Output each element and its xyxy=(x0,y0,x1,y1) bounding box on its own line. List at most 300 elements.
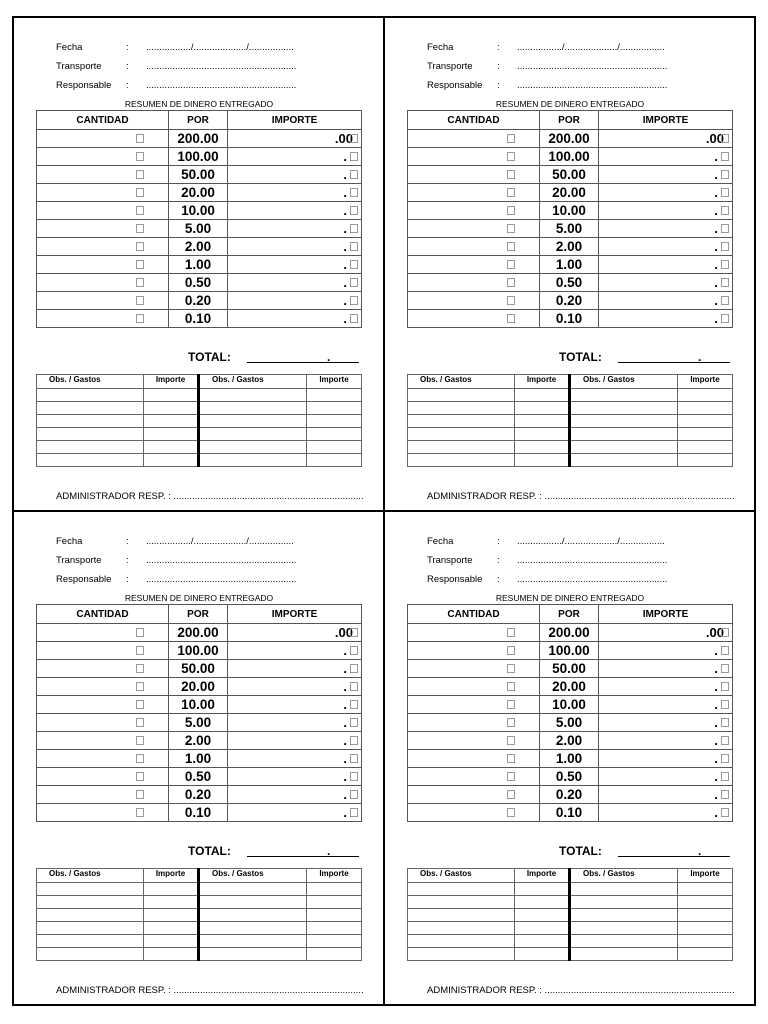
obs-cell[interactable] xyxy=(570,896,678,909)
responsable-field[interactable]: ......................................................... xyxy=(146,80,297,91)
cantidad-checkbox[interactable] xyxy=(507,206,515,215)
importe-cell[interactable] xyxy=(228,696,362,714)
obs-importe-cell[interactable] xyxy=(515,454,570,467)
importe-cell[interactable] xyxy=(599,130,733,148)
cantidad-cell[interactable] xyxy=(37,696,169,714)
obs-cell[interactable] xyxy=(408,428,515,441)
importe-cell[interactable] xyxy=(599,750,733,768)
importe-checkbox[interactable] xyxy=(721,188,729,197)
cantidad-checkbox[interactable] xyxy=(136,170,144,179)
obs-cell[interactable] xyxy=(37,883,144,896)
cantidad-cell[interactable] xyxy=(408,660,540,678)
obs-cell[interactable] xyxy=(199,922,307,935)
obs-cell[interactable] xyxy=(199,415,307,428)
obs-importe-cell[interactable] xyxy=(678,415,733,428)
cantidad-checkbox[interactable] xyxy=(136,664,144,673)
obs-cell[interactable] xyxy=(199,935,307,948)
fecha-row xyxy=(56,536,316,550)
cantidad-checkbox[interactable] xyxy=(136,134,144,143)
obs-importe-cell[interactable] xyxy=(678,428,733,441)
importe-cell[interactable] xyxy=(228,310,362,328)
cantidad-cell[interactable] xyxy=(408,274,540,292)
obs-importe-cell[interactable] xyxy=(144,428,199,441)
obs-importe-cell[interactable] xyxy=(144,935,199,948)
importe-cell[interactable] xyxy=(599,804,733,822)
admin-field[interactable]: ........................................................................ xyxy=(173,985,364,996)
cantidad-checkbox[interactable] xyxy=(507,242,515,251)
total-field[interactable] xyxy=(247,856,359,857)
obs-cell[interactable] xyxy=(37,441,144,454)
obs-importe-cell[interactable] xyxy=(678,935,733,948)
cantidad-cell[interactable] xyxy=(37,310,169,328)
obs-cell[interactable] xyxy=(199,402,307,415)
obs-importe-cell[interactable] xyxy=(515,948,570,961)
importe-checkbox[interactable] xyxy=(350,808,358,817)
cantidad-checkbox[interactable] xyxy=(136,772,144,781)
cantidad-checkbox[interactable] xyxy=(136,224,144,233)
importe-cell[interactable] xyxy=(228,184,362,202)
importe-checkbox[interactable] xyxy=(721,772,729,781)
cantidad-checkbox[interactable] xyxy=(136,790,144,799)
obs-cell[interactable] xyxy=(37,935,144,948)
cantidad-cell[interactable] xyxy=(37,768,169,786)
importe-checkbox[interactable] xyxy=(350,170,358,179)
obs-cell[interactable] xyxy=(199,896,307,909)
obs-cell[interactable] xyxy=(408,441,515,454)
cantidad-cell[interactable] xyxy=(408,310,540,328)
obs-cell[interactable] xyxy=(570,454,678,467)
cantidad-cell[interactable] xyxy=(408,768,540,786)
cantidad-checkbox[interactable] xyxy=(136,278,144,287)
denomination-value: 200.00 xyxy=(540,624,599,642)
cantidad-cell[interactable] xyxy=(37,238,169,256)
cantidad-checkbox[interactable] xyxy=(136,754,144,763)
importe-checkbox[interactable] xyxy=(350,700,358,709)
cantidad-checkbox[interactable] xyxy=(507,718,515,727)
admin-field[interactable]: ........................................................................ xyxy=(544,985,735,996)
importe-checkbox[interactable] xyxy=(721,664,729,673)
importe-cell[interactable] xyxy=(228,292,362,310)
obs-cell[interactable] xyxy=(37,428,144,441)
importe-checkbox[interactable] xyxy=(721,754,729,763)
obs-importe-cell[interactable] xyxy=(678,454,733,467)
importe-decimal: . xyxy=(343,679,347,694)
importe-checkbox[interactable] xyxy=(350,242,358,251)
importe-cell[interactable] xyxy=(599,166,733,184)
cantidad-checkbox[interactable] xyxy=(136,808,144,817)
importe-checkbox[interactable] xyxy=(721,296,729,305)
total-field[interactable] xyxy=(618,362,730,363)
importe-cell[interactable] xyxy=(599,292,733,310)
importe-checkbox[interactable] xyxy=(721,278,729,287)
obs-cell[interactable] xyxy=(570,935,678,948)
cantidad-cell[interactable] xyxy=(408,696,540,714)
importe-checkbox[interactable] xyxy=(350,188,358,197)
obs-importe-cell[interactable] xyxy=(307,415,362,428)
importe-cell[interactable] xyxy=(599,714,733,732)
cantidad-checkbox[interactable] xyxy=(136,260,144,269)
obs-importe-cell[interactable] xyxy=(144,896,199,909)
obs-importe-cell[interactable] xyxy=(678,922,733,935)
importe-cell[interactable] xyxy=(228,256,362,274)
obs-importe-cell[interactable] xyxy=(678,909,733,922)
obs-importe-cell[interactable] xyxy=(144,402,199,415)
importe-checkbox[interactable] xyxy=(350,314,358,323)
obs-importe-cell[interactable] xyxy=(144,441,199,454)
importe-cell[interactable] xyxy=(599,220,733,238)
obs-importe-cell[interactable] xyxy=(515,909,570,922)
obs-cell[interactable] xyxy=(37,389,144,402)
obs-importe-cell[interactable] xyxy=(307,454,362,467)
cantidad-cell[interactable] xyxy=(37,660,169,678)
responsable-field[interactable]: ......................................................... xyxy=(146,574,297,585)
obs-cell[interactable] xyxy=(408,935,515,948)
importe-cell[interactable] xyxy=(599,696,733,714)
cantidad-cell[interactable] xyxy=(37,184,169,202)
cantidad-checkbox[interactable] xyxy=(136,152,144,161)
obs-importe-cell[interactable] xyxy=(307,883,362,896)
obs-importe-cell[interactable] xyxy=(144,922,199,935)
importe-cell[interactable] xyxy=(228,804,362,822)
importe-checkbox[interactable] xyxy=(721,736,729,745)
transporte-field[interactable]: ......................................................... xyxy=(517,555,668,566)
cantidad-checkbox[interactable] xyxy=(136,628,144,637)
fecha-field[interactable]: ................./..................../................. xyxy=(517,42,665,53)
cantidad-checkbox[interactable] xyxy=(136,646,144,655)
importe-cell[interactable] xyxy=(599,660,733,678)
obs-cell[interactable] xyxy=(199,454,307,467)
obs-cell[interactable] xyxy=(199,389,307,402)
cantidad-cell[interactable] xyxy=(37,714,169,732)
obs-cell[interactable] xyxy=(408,389,515,402)
cantidad-checkbox[interactable] xyxy=(507,664,515,673)
importe-checkbox[interactable] xyxy=(721,700,729,709)
importe-cell[interactable] xyxy=(599,274,733,292)
importe-cell[interactable] xyxy=(228,148,362,166)
importe-cell[interactable] xyxy=(228,732,362,750)
importe-checkbox[interactable] xyxy=(721,314,729,323)
importe-cell[interactable] xyxy=(599,678,733,696)
importe-cell[interactable] xyxy=(599,202,733,220)
importe-cell[interactable] xyxy=(228,130,362,148)
cantidad-cell[interactable] xyxy=(37,256,169,274)
importe-checkbox[interactable] xyxy=(721,134,729,143)
obs-cell[interactable] xyxy=(408,883,515,896)
obs-cell[interactable] xyxy=(408,402,515,415)
importe-checkbox[interactable] xyxy=(721,206,729,215)
obs-cell[interactable] xyxy=(37,402,144,415)
cantidad-checkbox[interactable] xyxy=(136,296,144,305)
importe-cell[interactable] xyxy=(228,642,362,660)
importe-checkbox[interactable] xyxy=(350,772,358,781)
importe-cell[interactable] xyxy=(228,768,362,786)
obs-cell[interactable] xyxy=(570,441,678,454)
obs-importe-cell[interactable] xyxy=(515,883,570,896)
cantidad-checkbox[interactable] xyxy=(507,260,515,269)
importe-cell[interactable] xyxy=(228,274,362,292)
cantidad-cell[interactable] xyxy=(408,184,540,202)
denomination-value: 20.00 xyxy=(540,184,599,202)
obs-importe-cell[interactable] xyxy=(144,948,199,961)
importe-cell[interactable] xyxy=(228,750,362,768)
importe-cell[interactable] xyxy=(599,256,733,274)
importe-cell[interactable] xyxy=(228,166,362,184)
cantidad-checkbox[interactable] xyxy=(507,224,515,233)
obs-importe-cell[interactable] xyxy=(307,441,362,454)
transporte-field[interactable]: ......................................................... xyxy=(146,61,297,72)
obs-importe-cell[interactable] xyxy=(515,389,570,402)
importe-cell[interactable] xyxy=(599,624,733,642)
importe-cell[interactable] xyxy=(228,202,362,220)
importe-checkbox[interactable] xyxy=(350,278,358,287)
obs-importe-cell[interactable] xyxy=(307,402,362,415)
cantidad-cell[interactable] xyxy=(408,256,540,274)
obs-cell[interactable] xyxy=(199,441,307,454)
importe-checkbox[interactable] xyxy=(350,646,358,655)
importe-cell[interactable] xyxy=(599,148,733,166)
obs-importe-cell[interactable] xyxy=(144,415,199,428)
obs-cell[interactable] xyxy=(570,428,678,441)
cantidad-cell[interactable] xyxy=(408,292,540,310)
importe-checkbox[interactable] xyxy=(350,296,358,305)
cantidad-cell[interactable] xyxy=(37,292,169,310)
importe-checkbox[interactable] xyxy=(350,718,358,727)
obs-importe-cell[interactable] xyxy=(307,935,362,948)
obs-cell[interactable] xyxy=(570,948,678,961)
importe-checkbox[interactable] xyxy=(350,260,358,269)
cantidad-cell[interactable] xyxy=(37,804,169,822)
importe-cell[interactable] xyxy=(228,220,362,238)
importe-cell[interactable] xyxy=(228,624,362,642)
obs-importe-cell[interactable] xyxy=(515,441,570,454)
cantidad-cell[interactable] xyxy=(37,786,169,804)
fecha-field[interactable]: ................./..................../................. xyxy=(146,536,294,547)
cantidad-checkbox[interactable] xyxy=(507,296,515,305)
obs-importe-cell[interactable] xyxy=(144,883,199,896)
obs-cell[interactable] xyxy=(570,415,678,428)
obs-importe-cell[interactable] xyxy=(678,402,733,415)
cantidad-checkbox[interactable] xyxy=(136,188,144,197)
importe-checkbox[interactable] xyxy=(350,790,358,799)
cantidad-checkbox[interactable] xyxy=(136,682,144,691)
cantidad-cell[interactable] xyxy=(408,678,540,696)
cantidad-checkbox[interactable] xyxy=(507,682,515,691)
obs-cell[interactable] xyxy=(408,415,515,428)
obs-cell[interactable] xyxy=(199,909,307,922)
obs-cell[interactable] xyxy=(570,402,678,415)
total-field[interactable] xyxy=(247,362,359,363)
obs-importe-cell[interactable] xyxy=(144,909,199,922)
cantidad-checkbox[interactable] xyxy=(507,772,515,781)
cantidad-checkbox[interactable] xyxy=(507,170,515,179)
obs-importe-cell[interactable] xyxy=(678,389,733,402)
importe-cell[interactable] xyxy=(599,768,733,786)
importe-cell[interactable] xyxy=(228,678,362,696)
cantidad-cell[interactable] xyxy=(408,804,540,822)
obs-importe-cell[interactable] xyxy=(307,909,362,922)
obs-importe-cell[interactable] xyxy=(515,896,570,909)
obs-importe-cell[interactable] xyxy=(678,883,733,896)
obs-importe-cell[interactable] xyxy=(307,389,362,402)
obs-importe-cell[interactable] xyxy=(307,428,362,441)
cantidad-checkbox[interactable] xyxy=(507,790,515,799)
cantidad-checkbox[interactable] xyxy=(507,278,515,287)
importe-checkbox[interactable] xyxy=(721,628,729,637)
cantidad-cell[interactable] xyxy=(408,202,540,220)
fecha-field[interactable]: ................./..................../................. xyxy=(517,536,665,547)
cantidad-cell[interactable] xyxy=(37,274,169,292)
obs-importe-cell[interactable] xyxy=(515,402,570,415)
importe-checkbox[interactable] xyxy=(721,224,729,233)
importe-checkbox[interactable] xyxy=(721,808,729,817)
cantidad-cell[interactable] xyxy=(408,220,540,238)
cantidad-cell[interactable] xyxy=(37,678,169,696)
cantidad-cell[interactable] xyxy=(408,624,540,642)
obs-cell[interactable] xyxy=(37,454,144,467)
importe-checkbox[interactable] xyxy=(721,170,729,179)
importe-checkbox[interactable] xyxy=(350,152,358,161)
importe-cell[interactable] xyxy=(599,732,733,750)
cantidad-checkbox[interactable] xyxy=(136,718,144,727)
importe-cell[interactable] xyxy=(599,184,733,202)
obs-cell[interactable] xyxy=(408,454,515,467)
cantidad-cell[interactable] xyxy=(37,148,169,166)
importe-checkbox[interactable] xyxy=(350,224,358,233)
admin-field[interactable]: ........................................................................ xyxy=(544,491,735,502)
cantidad-checkbox[interactable] xyxy=(507,628,515,637)
importe-cell[interactable] xyxy=(228,660,362,678)
cantidad-cell[interactable] xyxy=(408,166,540,184)
cantidad-cell[interactable] xyxy=(408,750,540,768)
obs-cell[interactable] xyxy=(570,389,678,402)
importe-cell[interactable] xyxy=(599,786,733,804)
cantidad-checkbox[interactable] xyxy=(507,736,515,745)
obs-cell[interactable] xyxy=(570,909,678,922)
importe-checkbox[interactable] xyxy=(350,628,358,637)
denomination-value: 200.00 xyxy=(169,130,228,148)
obs-importe-cell[interactable] xyxy=(307,948,362,961)
cantidad-checkbox[interactable] xyxy=(136,314,144,323)
responsable-field[interactable]: ......................................................... xyxy=(517,574,668,585)
cantidad-checkbox[interactable] xyxy=(507,700,515,709)
cantidad-cell[interactable] xyxy=(37,732,169,750)
importe-decimal: . xyxy=(714,751,718,766)
total-field[interactable] xyxy=(618,856,730,857)
obs-cell[interactable] xyxy=(37,922,144,935)
cantidad-cell[interactable] xyxy=(37,750,169,768)
obs-importe-cell[interactable] xyxy=(678,441,733,454)
cantidad-cell[interactable] xyxy=(408,238,540,256)
obs-importe-cell[interactable] xyxy=(144,454,199,467)
cantidad-checkbox[interactable] xyxy=(507,152,515,161)
importe-checkbox[interactable] xyxy=(721,152,729,161)
cantidad-cell[interactable] xyxy=(37,220,169,238)
obs-importe-cell[interactable] xyxy=(307,922,362,935)
obs-importe-cell[interactable] xyxy=(515,428,570,441)
obs-cell[interactable] xyxy=(199,428,307,441)
cantidad-checkbox[interactable] xyxy=(507,646,515,655)
importe-cell[interactable] xyxy=(599,642,733,660)
cantidad-checkbox[interactable] xyxy=(136,736,144,745)
cantidad-cell[interactable] xyxy=(408,714,540,732)
cantidad-cell[interactable] xyxy=(37,130,169,148)
fecha-field[interactable]: ................./..................../................. xyxy=(146,42,294,53)
obs-cell[interactable] xyxy=(37,415,144,428)
cantidad-checkbox[interactable] xyxy=(507,134,515,143)
cantidad-cell[interactable] xyxy=(37,166,169,184)
cantidad-cell[interactable] xyxy=(408,642,540,660)
obs-cell[interactable] xyxy=(199,948,307,961)
cantidad-checkbox[interactable] xyxy=(507,314,515,323)
obs-importe-cell[interactable] xyxy=(515,415,570,428)
importe-cell[interactable] xyxy=(228,714,362,732)
importe-checkbox[interactable] xyxy=(350,664,358,673)
obs-cell[interactable] xyxy=(408,948,515,961)
cantidad-cell[interactable] xyxy=(37,642,169,660)
admin-field[interactable]: ........................................................................ xyxy=(173,491,364,502)
obs-cell[interactable] xyxy=(570,883,678,896)
cantidad-checkbox[interactable] xyxy=(136,206,144,215)
responsable-field[interactable]: ......................................................... xyxy=(517,80,668,91)
obs-importe-cell[interactable] xyxy=(144,389,199,402)
cantidad-cell[interactable] xyxy=(408,786,540,804)
importe-checkbox[interactable] xyxy=(721,682,729,691)
importe-checkbox[interactable] xyxy=(350,206,358,215)
cantidad-checkbox[interactable] xyxy=(507,188,515,197)
obs-cell[interactable] xyxy=(408,922,515,935)
importe-checkbox[interactable] xyxy=(721,646,729,655)
cantidad-cell[interactable] xyxy=(408,130,540,148)
obs-cell[interactable] xyxy=(199,883,307,896)
transporte-field[interactable]: ......................................................... xyxy=(517,61,668,72)
obs-importe-cell[interactable] xyxy=(515,922,570,935)
importe-cell[interactable] xyxy=(228,238,362,256)
importe-checkbox[interactable] xyxy=(350,754,358,763)
importe-checkbox[interactable] xyxy=(721,242,729,251)
obs-importe-cell[interactable] xyxy=(678,896,733,909)
cantidad-checkbox[interactable] xyxy=(507,808,515,817)
obs-importe-cell[interactable] xyxy=(515,935,570,948)
importe-cell[interactable] xyxy=(599,310,733,328)
total-label: TOTAL: xyxy=(188,350,231,364)
importe-decimal: . xyxy=(343,257,347,272)
cantidad-cell[interactable] xyxy=(37,624,169,642)
importe-cell[interactable] xyxy=(228,786,362,804)
importe-checkbox[interactable] xyxy=(350,736,358,745)
obs-cell[interactable] xyxy=(408,896,515,909)
cantidad-cell[interactable] xyxy=(408,148,540,166)
importe-checkbox[interactable] xyxy=(721,260,729,269)
obs-cell[interactable] xyxy=(37,948,144,961)
transporte-field[interactable]: ......................................................... xyxy=(146,555,297,566)
obs-cell[interactable] xyxy=(37,896,144,909)
cantidad-cell[interactable] xyxy=(408,732,540,750)
importe-checkbox[interactable] xyxy=(350,682,358,691)
cantidad-checkbox[interactable] xyxy=(136,700,144,709)
obs-cell[interactable] xyxy=(570,922,678,935)
obs-importe-cell[interactable] xyxy=(307,896,362,909)
cantidad-cell[interactable] xyxy=(37,202,169,220)
obs-cell[interactable] xyxy=(408,909,515,922)
importe-checkbox[interactable] xyxy=(350,134,358,143)
cantidad-checkbox[interactable] xyxy=(507,754,515,763)
obs-importe-cell[interactable] xyxy=(678,948,733,961)
cantidad-checkbox[interactable] xyxy=(136,242,144,251)
importe-checkbox[interactable] xyxy=(721,790,729,799)
importe-cell[interactable] xyxy=(599,238,733,256)
importe-checkbox[interactable] xyxy=(721,718,729,727)
obs-cell[interactable] xyxy=(37,909,144,922)
